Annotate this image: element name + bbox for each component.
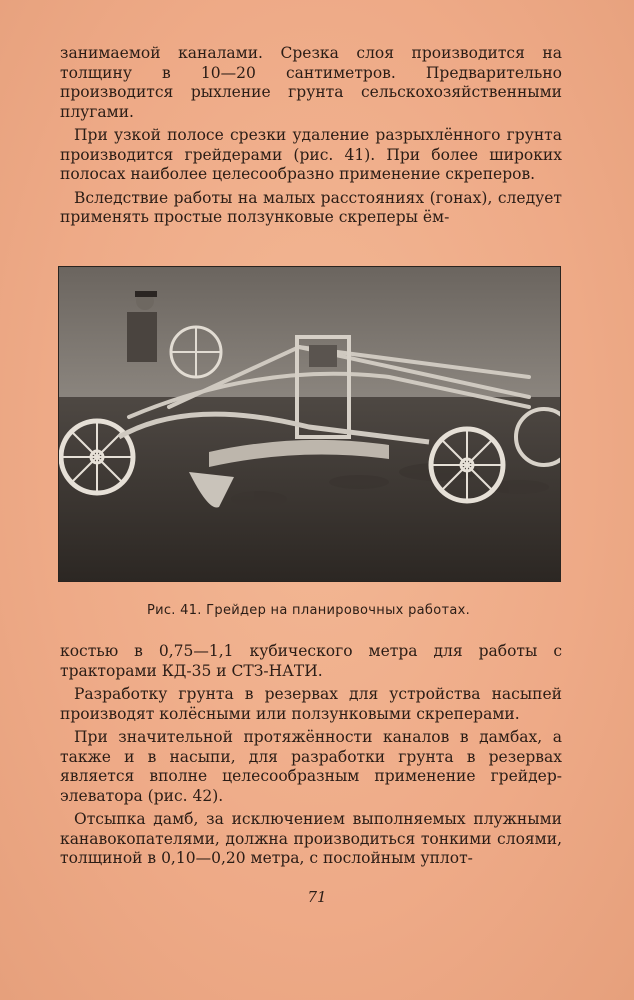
paragraph-continuation: занимаемой каналами. Срезка слоя производится на толщину в 10—20 сантиметров. Предварительно производится рыхление грунта сельскохозяйственными плугами. — [60, 44, 562, 121]
paragraph-reserves: Разработку грунта в резервах для устройства насыпей производят колёсными или ползунковыми скреперами. — [60, 685, 562, 723]
paragraph-capacity: костью в 0,75—1,1 кубического метра для работы с тракторами КД-35 и СТЗ-НАТИ. — [60, 642, 562, 680]
figure-caption: Рис. 41. Грейдер на планировочных работах. — [146, 603, 471, 618]
paragraph-scrapers: Вследствие работы на малых расстояниях (гонах), следует применять простые ползунковые скреперы ём- — [60, 188, 562, 226]
paragraph-grader: При узкой полосе срезки удаление разрыхлённого грунта производится грейдерами (рис. 41). При более широких полосах наиболее целесообразно применение скреперов. — [60, 126, 562, 183]
grader-photo — [58, 266, 561, 582]
page-number: 71 — [307, 888, 327, 906]
bottom-text-block — [60, 642, 562, 873]
top-text-block — [60, 44, 562, 232]
paragraph-elevator: При значительной протяжённости каналов в дамбах, а также и в насыпи, для разработки грунта в резервах является вполне целесообразным применение грейдер-элеватора (рис. 42). — [60, 728, 562, 805]
paragraph-dams: Отсыпка дамб, за исключением выполняемых плужными канавокопателями, должна производиться тонкими слоями, толщиной в 0,10—0,20 метра, с послойным уплот- — [60, 810, 562, 867]
